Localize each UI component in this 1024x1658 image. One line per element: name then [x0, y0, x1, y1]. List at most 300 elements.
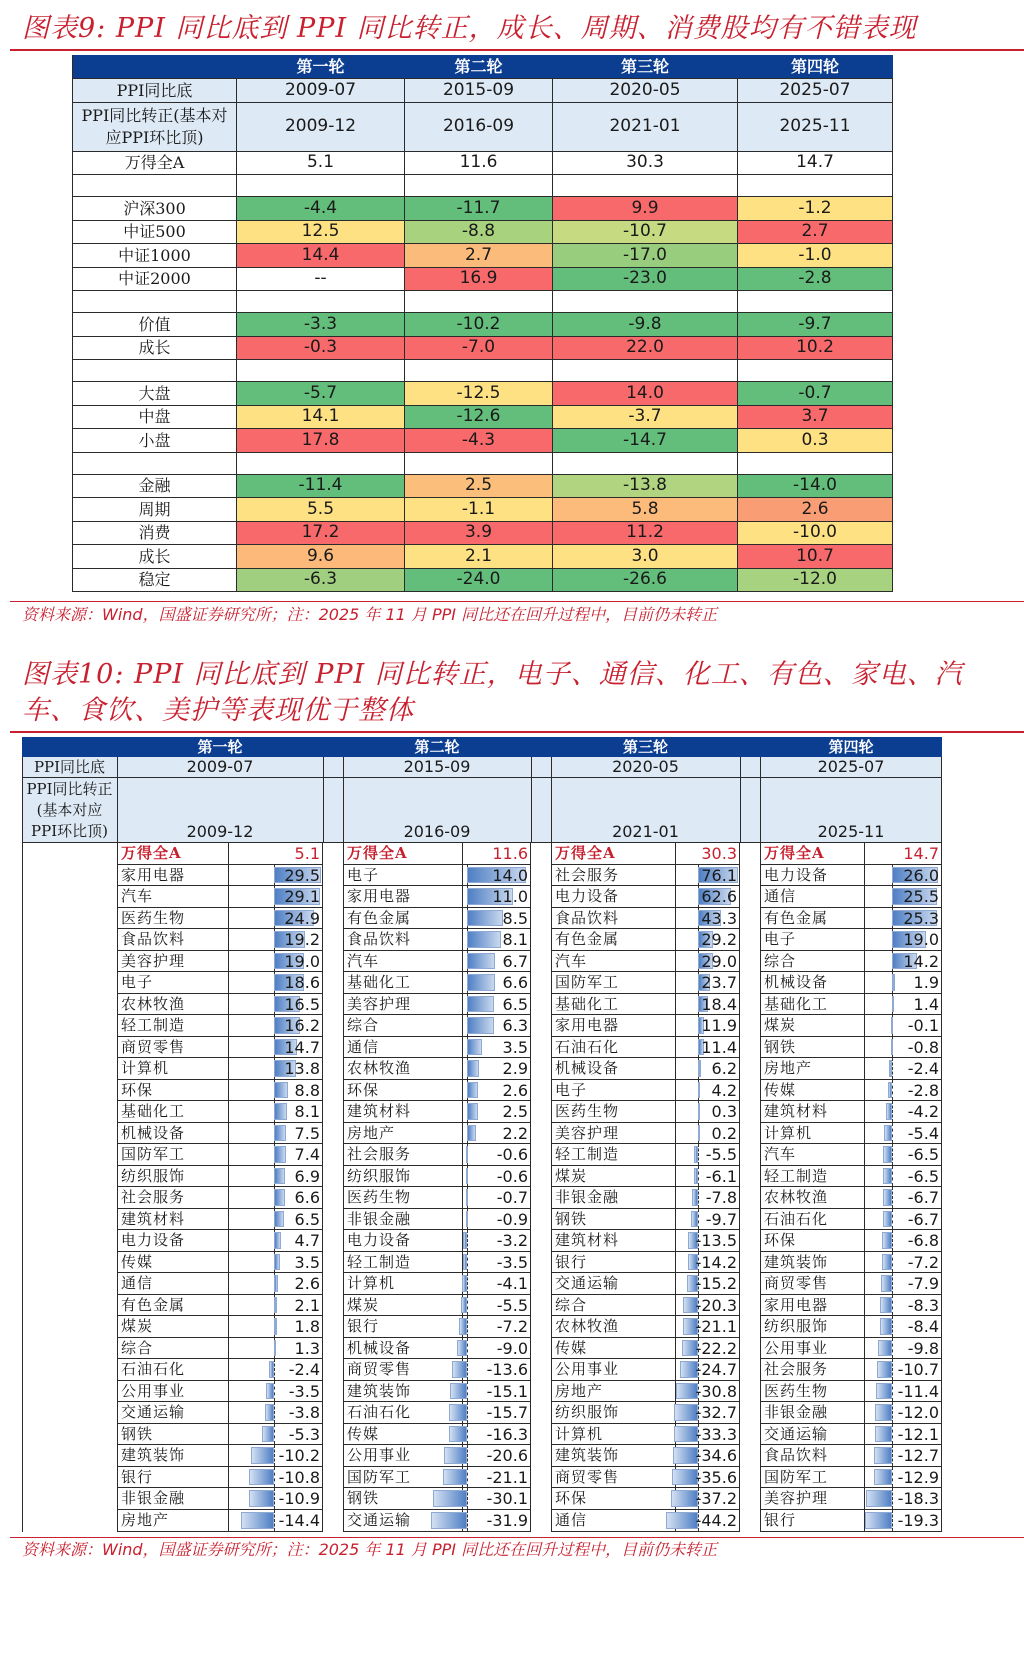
databar — [691, 1211, 698, 1228]
industry-row — [551, 1058, 740, 1080]
heatmap-cell: -14.7 — [553, 429, 738, 452]
databar-cell — [463, 1424, 531, 1445]
databar — [882, 1254, 892, 1271]
databar-cell — [463, 1402, 531, 1423]
databar — [883, 1189, 892, 1206]
industry-row — [117, 1510, 323, 1532]
row-label: 小盘 — [72, 429, 237, 452]
change-value: -22.2 — [695, 1338, 737, 1358]
databar-cell — [463, 1467, 531, 1488]
industry-name: 基础化工 — [760, 994, 865, 1015]
change-value: -12.0 — [897, 1403, 939, 1423]
databar-axis — [467, 1445, 468, 1466]
row-label: 成长 — [72, 545, 237, 568]
value-cell: 11.6 — [405, 152, 553, 175]
databar-axis — [698, 1166, 699, 1187]
industry-row — [551, 1015, 740, 1037]
industry-name: 建筑装饰 — [343, 1381, 463, 1402]
industry-name: 食品饮料 — [760, 1445, 865, 1466]
databar — [698, 1103, 700, 1120]
round-1-ranking — [117, 843, 323, 1532]
change-value: -18.3 — [897, 1489, 939, 1509]
industry-row — [117, 1402, 323, 1424]
industry-name: 轻工制造 — [117, 1015, 229, 1036]
industry-name: 纺织服饰 — [117, 1166, 229, 1187]
databar — [892, 996, 894, 1013]
databar-cell — [463, 1252, 531, 1273]
heatmap-cell: -8.8 — [405, 221, 553, 244]
industry-name: 房地产 — [343, 1123, 463, 1144]
heatmap-row — [72, 498, 893, 522]
change-value: 1.4 — [913, 994, 939, 1014]
databar-cell — [229, 908, 323, 929]
databar — [891, 1017, 893, 1034]
date-cell: 2015-09 — [405, 79, 553, 102]
change-value: -14.4 — [278, 1510, 320, 1530]
databar-axis — [892, 1316, 893, 1337]
date-cell: 2020-05 — [553, 79, 738, 102]
change-value: 6.7 — [502, 951, 528, 971]
change-value: 1.3 — [294, 1338, 320, 1358]
industry-row — [117, 1316, 323, 1338]
databar — [249, 1490, 274, 1507]
databar-cell — [463, 929, 531, 950]
heatmap-row — [72, 337, 893, 361]
databar — [467, 910, 503, 927]
databar — [467, 1017, 494, 1034]
change-value: -5.3 — [288, 1424, 320, 1444]
databar — [883, 1168, 892, 1185]
change-value: -8.3 — [907, 1295, 939, 1315]
databar — [274, 1232, 281, 1249]
industry-name: 农林牧渔 — [343, 1058, 463, 1079]
ppi-bottom-label: PPI同比底 — [33, 758, 106, 776]
databar — [671, 1490, 698, 1507]
row-label-blank — [22, 843, 117, 1532]
databar-cell — [463, 1015, 531, 1036]
change-value: 6.3 — [502, 1016, 528, 1036]
industry-row — [343, 1381, 531, 1403]
industry-row — [343, 908, 531, 930]
databar-cell — [676, 1445, 740, 1466]
databar-cell — [865, 1037, 942, 1058]
change-value: -0.8 — [907, 1037, 939, 1057]
industry-name: 万得全A — [343, 843, 463, 864]
industry-name: 交通运输 — [760, 1424, 865, 1445]
heatmap-cell: 22.0 — [553, 337, 738, 360]
databar — [878, 1340, 892, 1357]
industry-name: 计算机 — [760, 1123, 865, 1144]
industry-row — [551, 1510, 740, 1532]
industry-row — [760, 1467, 942, 1489]
change-value: -14.2 — [695, 1252, 737, 1272]
industry-name: 传媒 — [343, 1424, 463, 1445]
industry-name: 汽车 — [117, 886, 229, 907]
databar-cell — [676, 1187, 740, 1208]
databar — [874, 1469, 892, 1486]
change-value: 2.9 — [502, 1059, 528, 1079]
industry-row — [343, 1123, 531, 1145]
databar — [433, 1490, 467, 1507]
row-label: 沪深300 — [72, 197, 237, 220]
industry-name: 汽车 — [760, 1144, 865, 1165]
databar-cell — [229, 1381, 323, 1402]
databar — [241, 1512, 274, 1529]
databar-cell — [463, 1187, 531, 1208]
databar-axis — [892, 1273, 893, 1294]
change-value: -0.9 — [496, 1209, 528, 1229]
databar-cell — [229, 1467, 323, 1488]
databar-cell — [865, 1488, 942, 1509]
databar-cell — [865, 1123, 942, 1144]
industry-name: 医药生物 — [760, 1381, 865, 1402]
change-value: -11.4 — [897, 1381, 939, 1401]
heatmap-cell: 2.7 — [738, 221, 893, 244]
overall-row — [343, 843, 531, 865]
industry-name: 环保 — [551, 1488, 676, 1509]
databar-cell — [676, 1467, 740, 1488]
change-value: -6.7 — [907, 1188, 939, 1208]
figure10-title-rule — [10, 731, 1024, 733]
databar — [467, 1060, 479, 1077]
databar-cell — [865, 1058, 942, 1079]
databar — [463, 1254, 467, 1271]
ppi-turn-label-1: PPI同比转正 — [26, 780, 113, 798]
change-value: -30.8 — [695, 1381, 737, 1401]
industry-row — [343, 886, 531, 908]
databar-cell — [865, 1209, 942, 1230]
ppi-turn-date-2: 2016-09 — [403, 822, 471, 841]
change-value: -12.7 — [897, 1446, 939, 1466]
change-value: -30.1 — [486, 1489, 528, 1509]
change-value: -0.1 — [907, 1016, 939, 1036]
databar-cell — [676, 1402, 740, 1423]
industry-row — [343, 951, 531, 973]
databar — [274, 1125, 286, 1142]
databar — [880, 1318, 892, 1335]
databar-cell — [676, 1230, 740, 1251]
databar-cell — [676, 1080, 740, 1101]
heatmap-row — [72, 244, 893, 268]
industry-name: 综合 — [760, 951, 865, 972]
change-value: 6.5 — [502, 994, 528, 1014]
databar — [274, 1082, 288, 1099]
databar-cell — [229, 1273, 323, 1294]
heatmap-cell: -11.7 — [405, 197, 553, 220]
industry-name: 电力设备 — [551, 886, 676, 907]
industry-row — [343, 1316, 531, 1338]
industry-row — [551, 1316, 740, 1338]
industry-row — [343, 1080, 531, 1102]
industry-row — [343, 1424, 531, 1446]
change-value: 6.5 — [294, 1209, 320, 1229]
round-1-header: 第一轮 — [197, 738, 243, 756]
industry-row — [551, 1273, 740, 1295]
industry-name: 家用电器 — [551, 1015, 676, 1036]
industry-name: 银行 — [551, 1252, 676, 1273]
industry-row — [343, 1488, 531, 1510]
databar-cell — [865, 929, 942, 950]
databar-cell — [463, 1144, 531, 1165]
industry-name: 医药生物 — [117, 908, 229, 929]
databar-cell — [865, 1187, 942, 1208]
databar — [431, 1512, 467, 1529]
industry-row — [551, 1359, 740, 1381]
databar-cell — [676, 843, 740, 864]
heatmap-cell: 2.6 — [738, 498, 893, 521]
databar — [880, 1297, 892, 1314]
databar-axis — [892, 1359, 893, 1380]
round-3-header: 第三轮 — [622, 738, 668, 756]
date-cell: 2025-11 — [738, 103, 893, 151]
databar-cell — [865, 1080, 942, 1101]
industry-row — [551, 1445, 740, 1467]
databar-cell — [463, 1316, 531, 1337]
industry-name: 美容护理 — [760, 1488, 865, 1509]
databar-cell — [865, 994, 942, 1015]
industry-name: 房地产 — [117, 1510, 229, 1531]
databar — [266, 1383, 274, 1400]
databar — [466, 1146, 468, 1163]
databar — [673, 1447, 698, 1464]
databar-cell — [229, 1424, 323, 1445]
industry-row — [551, 1037, 740, 1059]
heatmap-cell: 9.9 — [553, 197, 738, 220]
databar-cell — [676, 1381, 740, 1402]
figure10-title-line1: 图表10: PPI 同比底到 PPI 同比转正，电子、通信、化工、有色、家电、汽 — [22, 659, 963, 690]
change-value: 62.6 — [701, 887, 737, 907]
change-value: 26.0 — [903, 865, 939, 885]
databar-cell — [229, 1080, 323, 1101]
industry-name: 商贸零售 — [551, 1467, 676, 1488]
databar-cell — [229, 1338, 323, 1359]
change-value: 19.0 — [284, 951, 320, 971]
industry-row — [551, 951, 740, 973]
ppi-turn-date-4: 2025-11 — [817, 822, 885, 841]
industry-row — [117, 994, 323, 1016]
change-value: -0.7 — [496, 1188, 528, 1208]
industry-row — [117, 1488, 323, 1510]
heatmap-cell: -- — [237, 268, 405, 291]
change-value: 25.3 — [903, 908, 939, 928]
databar-axis — [467, 1359, 468, 1380]
change-value: 7.4 — [294, 1145, 320, 1165]
industry-row — [117, 1359, 323, 1381]
industry-name: 交通运输 — [117, 1402, 229, 1423]
overall-row — [551, 843, 740, 865]
databar — [274, 1211, 284, 1228]
industry-name: 石油石化 — [117, 1359, 229, 1380]
industry-row — [343, 1445, 531, 1467]
industry-name: 建筑材料 — [760, 1101, 865, 1122]
heatmap-cell: 17.8 — [237, 429, 405, 452]
change-value: 18.6 — [284, 973, 320, 993]
heatmap-row — [72, 406, 893, 430]
industry-name: 万得全A — [117, 843, 229, 864]
databar — [875, 1404, 892, 1421]
ppi-turn-date-3: 2021-01 — [612, 822, 679, 841]
change-value: -3.5 — [288, 1381, 320, 1401]
industry-name: 钢铁 — [343, 1488, 463, 1509]
databar-axis — [274, 1488, 275, 1509]
industry-name: 非银金融 — [343, 1209, 463, 1230]
overall-row — [72, 152, 893, 176]
databar-axis — [892, 1424, 893, 1445]
industry-name: 石油石化 — [343, 1402, 463, 1423]
industry-name: 农林牧渔 — [551, 1316, 676, 1337]
industry-name: 综合 — [117, 1338, 229, 1359]
industry-name: 机械设备 — [117, 1123, 229, 1144]
row-label: 周期 — [72, 498, 237, 521]
change-value: 23.7 — [701, 973, 737, 993]
databar-axis — [698, 1209, 699, 1230]
industry-row — [760, 972, 942, 994]
industry-name: 石油石化 — [551, 1037, 676, 1058]
databar-cell — [229, 1359, 323, 1380]
databar-cell — [229, 886, 323, 907]
databar-cell — [676, 865, 740, 886]
databar-cell — [865, 886, 942, 907]
industry-row — [760, 1123, 942, 1145]
databar-axis — [467, 1381, 468, 1402]
change-value: 29.1 — [284, 887, 320, 907]
change-value: -21.1 — [486, 1467, 528, 1487]
row-label: 中证1000 — [72, 244, 237, 267]
databar — [274, 1254, 280, 1271]
industry-row — [343, 972, 531, 994]
industry-row — [760, 1510, 942, 1532]
databar — [866, 1490, 892, 1507]
databar — [884, 1125, 892, 1142]
databar-cell — [865, 1381, 942, 1402]
databar — [251, 1447, 274, 1464]
row-label: 大盘 — [72, 382, 237, 405]
change-value: 29.5 — [284, 865, 320, 885]
heatmap-cell: -10.0 — [738, 522, 893, 545]
industry-row — [117, 951, 323, 973]
databar-axis — [467, 1273, 468, 1294]
industry-row — [551, 1424, 740, 1446]
databar-cell — [229, 1166, 323, 1187]
industry-name: 纺织服饰 — [760, 1316, 865, 1337]
databar-cell — [865, 1144, 942, 1165]
databar-cell — [229, 1295, 323, 1316]
databar-cell — [676, 1037, 740, 1058]
change-value: -20.3 — [695, 1295, 737, 1315]
industry-row — [760, 1230, 942, 1252]
change-value: -24.7 — [695, 1360, 737, 1380]
databar-cell — [676, 1252, 740, 1273]
databar — [452, 1361, 467, 1378]
heatmap-cell: 3.0 — [553, 545, 738, 568]
heatmap-cell: -23.0 — [553, 268, 738, 291]
industry-name: 建筑材料 — [551, 1230, 676, 1251]
change-value: -21.1 — [695, 1317, 737, 1337]
databar-axis — [892, 1080, 893, 1101]
industry-row — [343, 1359, 531, 1381]
databar-axis — [467, 1402, 468, 1423]
databar-axis — [892, 1338, 893, 1359]
databar — [467, 953, 495, 970]
databar — [466, 1189, 468, 1206]
change-value: -9.8 — [907, 1338, 939, 1358]
industry-row — [117, 1187, 323, 1209]
industry-name: 综合 — [551, 1295, 676, 1316]
industry-name: 环保 — [760, 1230, 865, 1251]
industry-name: 建筑材料 — [117, 1209, 229, 1230]
industry-row — [551, 1252, 740, 1274]
industry-row — [117, 908, 323, 930]
industry-row — [551, 1488, 740, 1510]
change-value: 2.1 — [294, 1295, 320, 1315]
heatmap-cell: -12.5 — [405, 382, 553, 405]
databar-axis — [892, 1445, 893, 1466]
databar-axis — [892, 1123, 893, 1144]
industry-name: 食品饮料 — [343, 929, 463, 950]
databar — [674, 1404, 698, 1421]
databar-axis — [892, 1144, 893, 1165]
industry-row — [760, 1144, 942, 1166]
industry-name: 钢铁 — [117, 1424, 229, 1445]
industry-row — [760, 929, 942, 951]
industry-name: 有色金属 — [551, 929, 676, 950]
heatmap-cell: -24.0 — [405, 569, 553, 592]
databar-cell — [463, 1273, 531, 1294]
change-value: 3.5 — [502, 1037, 528, 1057]
industry-row — [343, 929, 531, 951]
figure10-table — [22, 737, 942, 1532]
industry-row — [760, 1445, 942, 1467]
change-value: -33.3 — [695, 1424, 737, 1444]
industry-row — [117, 1467, 323, 1489]
change-value: -20.6 — [486, 1446, 528, 1466]
heatmap-cell: -1.2 — [738, 197, 893, 220]
industry-row — [117, 972, 323, 994]
column-header: 第二轮 — [405, 55, 553, 78]
industry-row — [551, 1166, 740, 1188]
change-value: -2.4 — [288, 1360, 320, 1380]
heatmap-cell: -2.8 — [738, 268, 893, 291]
heatmap-cell: -0.7 — [738, 382, 893, 405]
databar-cell — [865, 1101, 942, 1122]
databar-cell — [676, 1101, 740, 1122]
industry-name: 电力设备 — [117, 1230, 229, 1251]
industry-row — [343, 1273, 531, 1295]
databar-cell — [676, 1424, 740, 1445]
heatmap-cell: -1.1 — [405, 498, 553, 521]
databar-axis — [892, 1510, 893, 1531]
databar-axis — [467, 1252, 468, 1273]
industry-row — [343, 1037, 531, 1059]
industry-name: 美容护理 — [343, 994, 463, 1015]
databar-axis — [467, 1316, 468, 1337]
industry-row — [760, 1209, 942, 1231]
databar-cell — [676, 886, 740, 907]
databar-cell — [463, 994, 531, 1015]
databar-cell — [865, 1273, 942, 1294]
change-value: -4.1 — [496, 1274, 528, 1294]
value-cell: 30.3 — [553, 152, 738, 175]
databar — [698, 1125, 700, 1142]
databar — [882, 1232, 892, 1249]
heatmap-row — [72, 313, 893, 337]
row-label: 万得全A — [72, 152, 237, 175]
industry-name: 基础化工 — [117, 1101, 229, 1122]
industry-row — [117, 1381, 323, 1403]
change-value: 24.9 — [284, 908, 320, 928]
databar — [877, 1361, 892, 1378]
industry-row — [343, 1187, 531, 1209]
